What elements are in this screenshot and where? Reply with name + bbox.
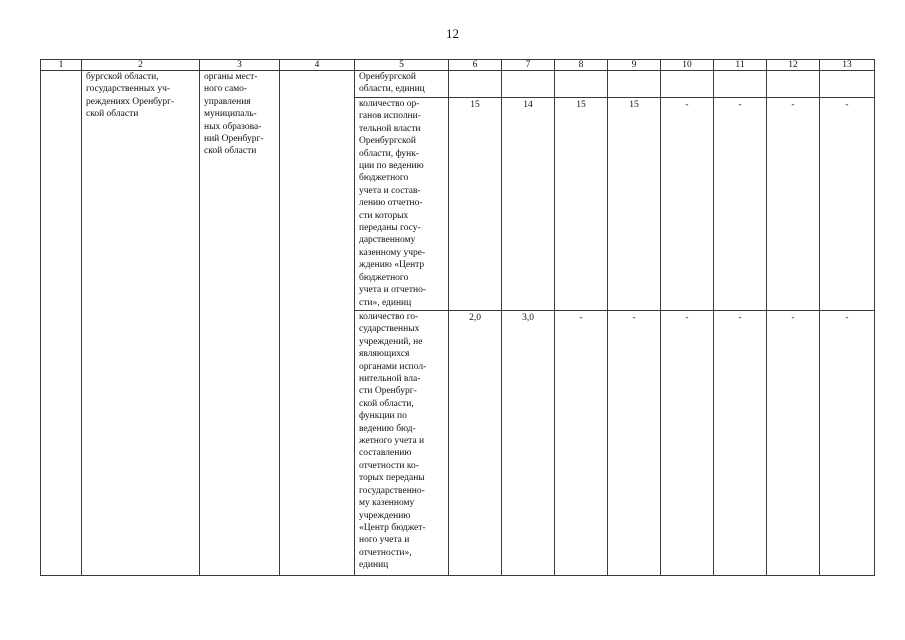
value-cell: - [767,98,820,311]
value-cell [449,71,502,98]
value-cell [661,71,714,98]
value-cell [714,71,767,98]
data-table [40,59,875,576]
indicator-text: Оренбургской области, единиц [359,72,425,95]
value-cell [767,71,820,98]
header-cell: 7 [502,60,555,71]
header-cell: 1 [41,60,82,71]
value-cell: 15 [608,98,661,311]
value-cell [820,71,875,98]
value-cell: - [714,98,767,311]
header-cell: 4 [280,60,355,71]
col3-cell [200,71,280,576]
value-cell: - [661,311,714,576]
value-cell: - [555,311,608,576]
header-cell: 6 [449,60,502,71]
value-cell [555,71,608,98]
header-cell: 3 [200,60,280,71]
header-cell: 13 [820,60,875,71]
table-row [41,71,875,98]
header-cell: 9 [608,60,661,71]
page-number: 12 [446,26,459,41]
col2-text: бургской области, государственных уч- реждениях Оренбург- ской области [86,72,175,120]
header-row [41,60,875,71]
header-cell: 5 [355,60,449,71]
indicator-cell [355,71,449,98]
indicator-text: количество го- сударственных учреждений, не являющихся органами испол- нительной вла- сти Оренбург- ской области, функции по ведению бюд- жетного учета и составлению отчетности ко- торых переданы государственно- му казенному учреждению «Центр бюджет- ного учета и отчетности», единиц [359,312,427,571]
indicator-text: количество ор- ганов исполни- тельной власти Оренбургской области, функ- ции по ведению бюджетного учета и состав- лению отчетно- сти которых переданы госу- дарственному казенному учре- ждению «Центр бюджетного учета и отчетно- сти», единиц [359,99,426,308]
col2-cell [82,71,200,576]
value-cell: - [767,311,820,576]
value-cell: 15 [555,98,608,311]
value-cell: - [820,98,875,311]
value-cell: 14 [502,98,555,311]
indicator-cell [355,311,449,576]
value-cell [502,71,555,98]
header-cell: 10 [661,60,714,71]
value-cell: - [661,98,714,311]
col1-cell [41,71,82,576]
indicator-cell [355,98,449,311]
value-cell: - [820,311,875,576]
value-cell: 2,0 [449,311,502,576]
value-cell: 3,0 [502,311,555,576]
value-cell: - [714,311,767,576]
value-cell: - [608,311,661,576]
value-cell [608,71,661,98]
col4-cell [280,71,355,576]
value-cell: 15 [449,98,502,311]
col3-text: органы мест- ного само- управления муниципаль- ных образова- ний Оренбург- ской области [204,72,264,157]
header-cell: 8 [555,60,608,71]
header-cell: 12 [767,60,820,71]
header-cell: 11 [714,60,767,71]
header-cell: 2 [82,60,200,71]
